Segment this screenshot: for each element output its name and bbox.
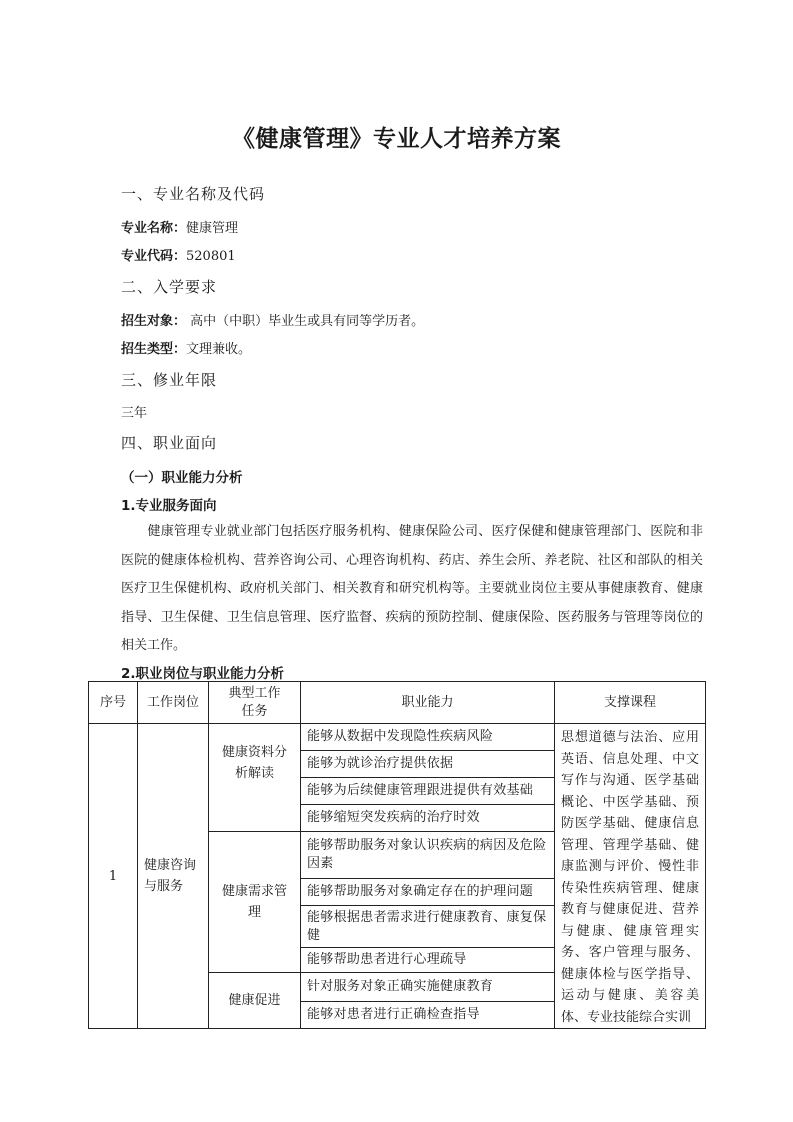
service-orientation-paragraph [121,518,703,661]
major-name-line [121,217,238,236]
post-ability-table [88,681,706,1029]
table-header-row [89,682,706,724]
cell-ability: 能够为后续健康管理跟进提供有效基础 [301,778,555,805]
cell-seq: 1 [89,724,138,1029]
major-code-line [121,245,236,264]
enrollment-target-line [121,310,424,329]
enrollment-type-value: 文理兼收。 [186,342,252,357]
section-heading-admission: 二、入学要求 [121,278,218,296]
enrollment-type-line [121,338,251,357]
section-heading-major: 一、专业名称及代码 [121,185,266,203]
cell-task-data-analysis: 健康资料分析解读 [209,724,301,832]
header-courses: 支撑课程 [555,682,706,724]
enrollment-type-label: 招生类型： [121,342,187,357]
header-ability: 职业能力 [301,682,555,724]
cell-ability: 能够根据患者需求进行健康教育、康复保健 [301,906,555,948]
cell-ability: 针对服务对象正确实施健康教育 [301,973,555,1002]
cell-task-health-promotion: 健康促进 [209,973,301,1029]
major-code-value: 520801 [186,249,236,264]
cell-courses: 思想道德与法治、应用英语、信息处理、中文写作与沟通、医学基础概论、中医学基础、预防医学基础、健康信息管理、管理学基础、健康监测与评价、慢性非传染性疾病管理、健康教育与健康促进、营养与健康、健康管理实务、客户管理与服务、健康体检与医学指导、运动与健康、美容美体、专业技能综合实训 [555,724,706,1029]
cell-ability: 能够从数据中发现隐性疾病风险 [301,724,555,751]
major-name-label: 专业名称： [121,221,187,236]
document-title: 《健康管理》专业人才培养方案 [232,125,561,152]
cell-task-needs-management: 健康需求管理 [209,832,301,973]
subheading-post-ability: 2.职业岗位与职业能力分析 [121,666,285,682]
cell-ability: 能够为就诊治疗提供依据 [301,751,555,778]
cell-ability: 能够对患者进行正确检查指导 [301,1002,555,1029]
cell-ability: 能够帮助患者进行心理疏导 [301,948,555,973]
major-name-value: 健康管理 [186,221,239,236]
paragraph-text: 健康管理专业就业部门包括医疗服务机构、健康保险公司、医疗保健和健康管理部门、医院和非医院的健康体检机构、营养咨询公司、心理咨询机构、药店、养生会所、养老院、社区和部队的相关医疗卫生保健机构、政府机关部门、相关教育和研究机构等。主要就业岗位主要从事健康教育、健康指导、卫生保健、卫生信息管理、医疗监督、疾病的预防控制、健康保险、医药服务与管理等岗位的相关工作。 [121,524,703,653]
subheading-ability-analysis: （一）职业能力分析 [121,470,243,486]
header-post: 工作岗位 [138,682,209,724]
section-heading-duration: 三、修业年限 [121,371,218,389]
enrollment-target-value: 高中（中职）毕业生或具有同等学历者。 [186,314,425,329]
table-row [89,724,706,751]
header-seq: 序号 [89,682,138,724]
cell-ability: 能够帮助服务对象认识疾病的病因及危险因素 [301,832,555,879]
major-code-label: 专业代码： [121,249,187,264]
enrollment-target-label: 招生对象： [121,314,187,329]
cell-post: 健康咨询与服务 [138,724,209,1029]
section-heading-career: 四、职业面向 [121,434,218,452]
duration-value: 三年 [121,406,148,421]
cell-ability: 能够缩短突发疾病的治疗时效 [301,805,555,832]
header-task: 典型工作任务 [209,682,301,724]
cell-ability: 能够帮助服务对象确定存在的护理问题 [301,879,555,906]
subheading-service-orientation: 1.专业服务面向 [121,498,217,514]
